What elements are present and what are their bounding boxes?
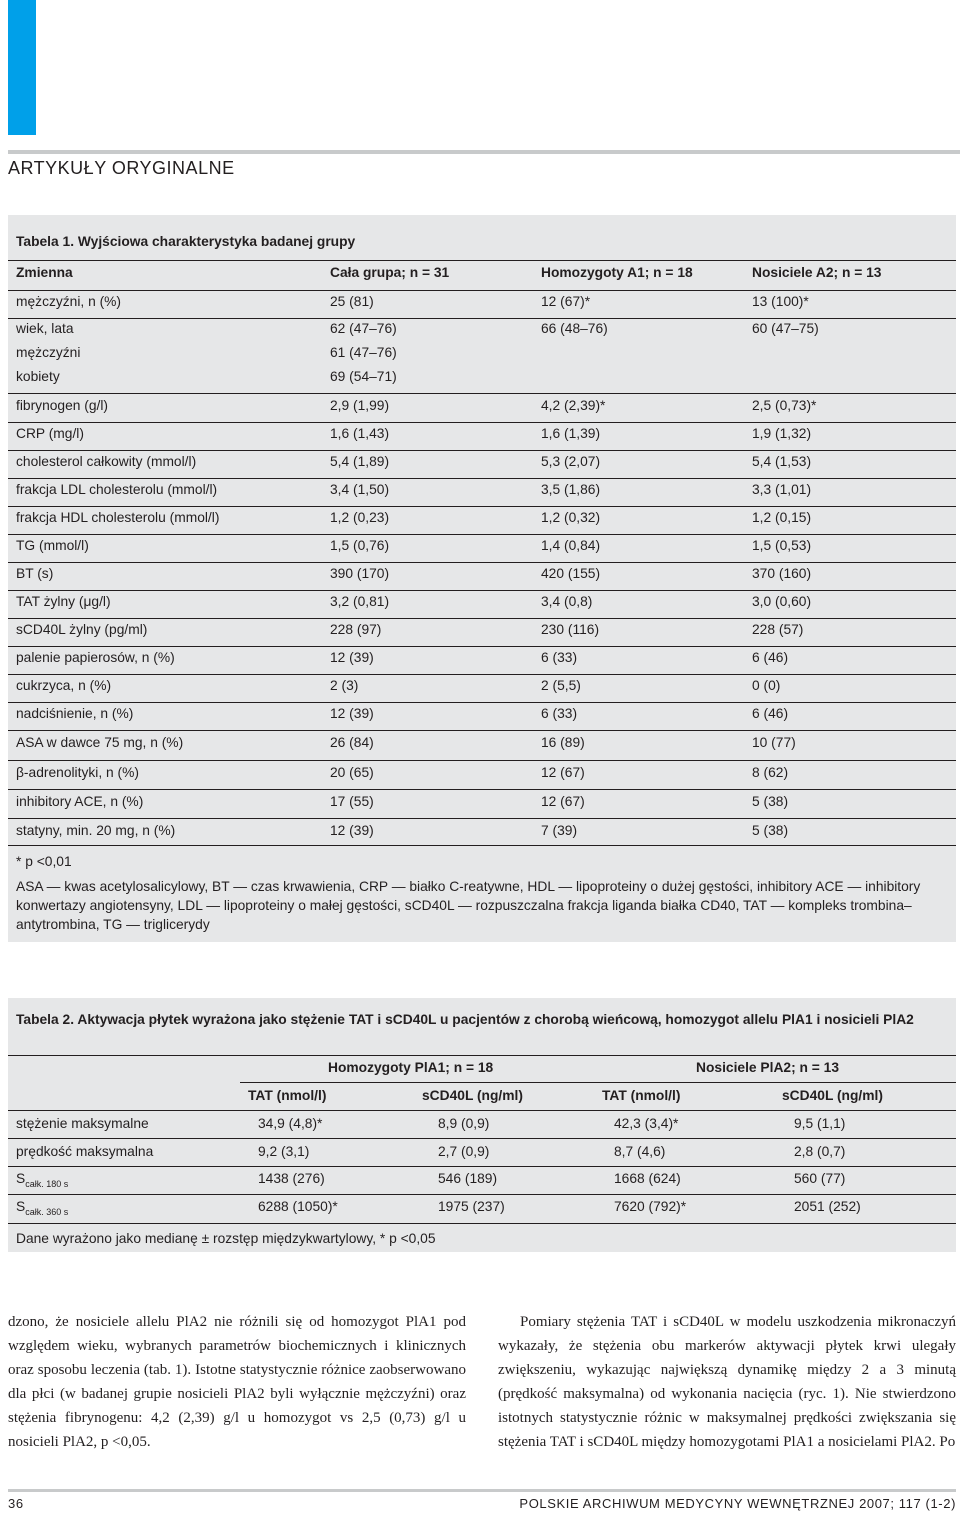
table-cell: 1,5 (0,76) [330,538,390,553]
table-1-row-rule [8,393,956,394]
table-row-label [16,1171,68,1189]
table-1-header-cell: Nosiciele A2; n = 13 [752,265,882,280]
journal-name: POLSKIE ARCHIWUM MEDYCYNY WEWNĘTRZNEJ 2007; 117 (1-2) [519,1496,956,1511]
table-row-label [16,1116,149,1131]
table-1-footnote-abbreviations: ASA — kwas acetylosalicylowy, BT — czas krwawienia, CRP — białko C-reatywne, HDL — lipoproteiny o dużej gęstości, inhibitory ACE — inhibitory konwertazy angiotensyny, LDL — lipoproteiny o małej gęstości, sCD40L — rozpuszczalna frakcja liganda białka CD40, TAT — kompleks trombina–antytrombina, TG — triglicerydy [16,879,921,932]
table-2-sub-header: TAT (nmol/l) [248,1088,327,1103]
table-2-rule-bottom [8,1223,956,1224]
table-1-row-rule [8,646,956,647]
table-cell: 1,5 (0,53) [752,538,812,553]
footer-rule [8,1489,956,1492]
table-cell: 7620 (792)* [614,1199,687,1214]
table-2-title: Aktywacja płytek wyrażona jako stężenie TAT i sCD40L u pacjentów z chorobą wieńcową, homozygot allelu PlA1 i nosicieli PlA2 [77,1012,914,1027]
table-cell: 228 (97) [330,622,382,637]
table-row-label: inhibitory ACE, n (%) [16,794,144,809]
table-row-label: frakcja LDL cholesterolu (mmol/l) [16,482,218,497]
table-cell: 2,8 (0,7) [794,1144,846,1159]
table-cell: 1,6 (1,39) [541,426,601,441]
table-cell: 5,4 (1,89) [330,454,390,469]
table-cell: 13 (100)* [752,294,809,309]
table-cell: 17 (55) [330,794,374,809]
table-cell: 25 (81) [330,294,374,309]
table-2-row-rule [8,1110,956,1111]
table-cell: 2,7 (0,9) [438,1144,490,1159]
table-cell: 1,4 (0,84) [541,538,601,553]
table-1-row-rule [8,789,956,790]
table-cell: 6288 (1050)* [258,1199,338,1214]
table-1-row-rule [8,422,956,423]
table-cell: 1438 (276) [258,1171,325,1186]
table-cell: 1,2 (0,32) [541,510,601,525]
table-row-label: BT (s) [16,566,54,581]
table-cell: 6 (33) [541,706,578,721]
row-label-text: S [16,1199,26,1214]
table-row-label [16,1199,68,1217]
table-cell: 1,2 (0,23) [330,510,390,525]
table-cell: 9,2 (3,1) [258,1144,310,1159]
table-cell: 3,2 (0,81) [330,594,390,609]
table-1-header-cell: Cała grupa; n = 31 [330,265,450,280]
table-1-row-rule [8,674,956,675]
table-cell: 228 (57) [752,622,804,637]
table-cell: 42,3 (3,4)* [614,1116,679,1131]
table-2-row-rule [8,1166,956,1167]
table-cell: 8,7 (4,6) [614,1144,666,1159]
table-cell: 3,0 (0,60) [752,594,812,609]
table-1-row-rule [8,450,956,451]
table-row-label: TAT żylny (μg/l) [16,594,111,609]
table-cell: 1,2 (0,15) [752,510,812,525]
row-label-subscript: całk. 360 s [25,1207,69,1217]
table-1-row-rule [8,290,956,291]
table-1-row-rule [8,318,956,319]
table-cell: 1,6 (1,43) [330,426,390,441]
row-label-text: stężenie maksymalne [16,1116,149,1131]
table-cell: 6 (46) [752,650,789,665]
table-cell: 5,3 (2,07) [541,454,601,469]
table-row-label: CRP (mg/l) [16,426,84,441]
table-1-row-rule [8,534,956,535]
table-cell: 12 (67) [541,765,585,780]
table-cell: 420 (155) [541,566,601,581]
table-cell: 10 (77) [752,735,796,750]
body-text-right-column: Pomiary stężenia TAT i sCD40L w modelu uszkodzenia mikronaczyń wykazały, że stężenia obu markerów aktywacji płytek krwi ulegały zwiększeniu, wykazując największą dynamikę między 2 a 3 minutą (prędkość maksymalna) od wykonania nacięcia (ryc. 1). Nie stwierdzono istotnych statystycznie różnic w maksymalnej prędkości zwiększania się stężenia TAT i sCD40L między homozygotami PlA1 a nosicielami PlA2. Po [498,1314,956,1450]
table-cell: 546 (189) [438,1171,498,1186]
table-2-group-header: Nosiciele PlA2; n = 13 [696,1060,840,1075]
table-1-row-rule [8,618,956,619]
table-cell: 8 (62) [752,765,789,780]
table-cell: 61 (47–76) [330,345,397,360]
table-1-rule-bottom [8,845,956,846]
table-cell: 0 (0) [752,678,781,693]
table-row-label: TG (mmol/l) [16,538,89,553]
table-2-footnote: Dane wyrażono jako medianę ± rozstęp międzykwartylowy, * p <0,05 [16,1231,436,1246]
table-2-rule-groups [240,1082,956,1083]
table-cell: 26 (84) [330,735,374,750]
row-label-subscript: całk. 180 s [25,1179,69,1189]
table-cell: 69 (54–71) [330,369,397,384]
table-row-label: kobiety [16,369,60,384]
table-cell: 34,9 (4,8)* [258,1116,323,1131]
table-2-row-rule [8,1138,956,1139]
table-1-row-rule [8,478,956,479]
table-cell: 7 (39) [541,823,578,838]
table-cell: 2,5 (0,73)* [752,398,817,413]
header-rule [8,150,960,154]
table-cell: 66 (48–76) [541,321,608,336]
table-row-label: cukrzyca, n (%) [16,678,112,693]
table-cell: 4,2 (2,39)* [541,398,606,413]
table-cell: 3,3 (1,01) [752,482,812,497]
table-cell: 12 (67) [541,794,585,809]
table-cell: 12 (67)* [541,294,591,309]
table-cell: 2 (5,5) [541,678,581,693]
table-cell: 5 (38) [752,794,789,809]
table-row-label: fibrynogen (g/l) [16,398,109,413]
table-cell: 12 (39) [330,706,374,721]
top-accent-bar [8,0,36,135]
table-cell: 2051 (252) [794,1199,861,1214]
table-1-rule-top [8,260,956,261]
table-1-header-cell: Zmienna [16,265,73,280]
table-2-sub-header: sCD40L (ng/ml) [782,1088,883,1103]
table-1 [8,215,956,942]
table-1-footnote-p: * p <0,01 [16,854,72,869]
table-cell: 6 (33) [541,650,578,665]
table-cell: 12 (39) [330,650,374,665]
table-row-label: nadciśnienie, n (%) [16,706,134,721]
table-cell: 62 (47–76) [330,321,397,336]
table-cell: 1975 (237) [438,1199,505,1214]
table-cell: 6 (46) [752,706,789,721]
table-1-caption [16,232,948,251]
table-cell: 9,5 (1,1) [794,1116,846,1131]
table-1-title: Wyjściowa charakterystyka badanej grupy [77,234,356,249]
table-2-sub-header: sCD40L (ng/ml) [422,1088,523,1103]
table-cell: 1,9 (1,32) [752,426,812,441]
table-1-number: Tabela 1. [16,234,75,249]
table-row-label: statyny, min. 20 mg, n (%) [16,823,176,838]
table-1-row-rule [8,506,956,507]
table-2-sub-header: TAT (nmol/l) [602,1088,681,1103]
table-1-row-rule [8,562,956,563]
table-2-rule-top [8,1055,956,1056]
table-2-row-rule [8,1194,956,1195]
table-cell: 3,4 (1,50) [330,482,390,497]
table-cell: 1668 (624) [614,1171,681,1186]
table-1-row-rule [8,760,956,761]
table-1-row-rule [8,818,956,819]
table-cell: 3,4 (0,8) [541,594,593,609]
table-2-caption [16,1010,948,1029]
row-label-text: prędkość maksymalna [16,1144,154,1159]
table-cell: 3,5 (1,86) [541,482,601,497]
table-cell: 20 (65) [330,765,374,780]
table-cell: 390 (170) [330,566,390,581]
table-row-label: mężczyźni, n (%) [16,294,122,309]
table-row-label: sCD40L żylny (pg/ml) [16,622,148,637]
table-cell: 370 (160) [752,566,812,581]
table-row-label: wiek, lata [16,321,74,336]
table-row-label: frakcja HDL cholesterolu (mmol/l) [16,510,220,525]
table-1-row-rule [8,730,956,731]
section-label: ARTYKUŁY ORYGINALNE [8,158,235,178]
table-2-group-header: Homozygoty PlA1; n = 18 [328,1060,494,1075]
table-cell: 2,9 (1,99) [330,398,390,413]
table-cell: 5 (38) [752,823,789,838]
table-2 [8,998,956,1252]
table-row-label: mężczyźni [16,345,81,360]
table-cell: 2 (3) [330,678,359,693]
table-1-row-rule [8,702,956,703]
row-label-text: S [16,1171,26,1186]
table-row-label: palenie papierosów, n (%) [16,650,175,665]
table-row-label: cholesterol całkowity (mmol/l) [16,454,197,469]
table-1-header-cell: Homozygoty A1; n = 18 [541,265,693,280]
table-row-label: ASA w dawce 75 mg, n (%) [16,735,184,750]
table-cell: 16 (89) [541,735,585,750]
body-text-left-column: dzono, że nosiciele allelu PlA2 nie różnili się od homozygot PlA1 pod względem wieku, wybranych parametrów biochemicznych i klinicznych oraz sposobu leczenia (tab. 1). Istotne statystycznie różnice zaobserwowano dla płci (w badanej grupie nosicieli PlA2 byli wyłącznie mężczyźni) oraz stężenia fibrynogenu: 4,2 (2,39) g/l u homozygot vs 2,5 (0,73) g/l u nosicieli PlA2, p <0,05. [8,1314,466,1450]
table-cell: 5,4 (1,53) [752,454,812,469]
table-1-row-rule [8,590,956,591]
page-number: 36 [8,1496,24,1511]
table-cell: 230 (116) [541,622,600,637]
table-cell: 60 (47–75) [752,321,819,336]
table-row-label: β-adrenolityki, n (%) [16,765,139,780]
table-cell: 560 (77) [794,1171,846,1186]
table-2-number: Tabela 2. [16,1012,75,1027]
table-row-label [16,1144,153,1159]
table-cell: 8,9 (0,9) [438,1116,490,1131]
table-cell: 12 (39) [330,823,374,838]
